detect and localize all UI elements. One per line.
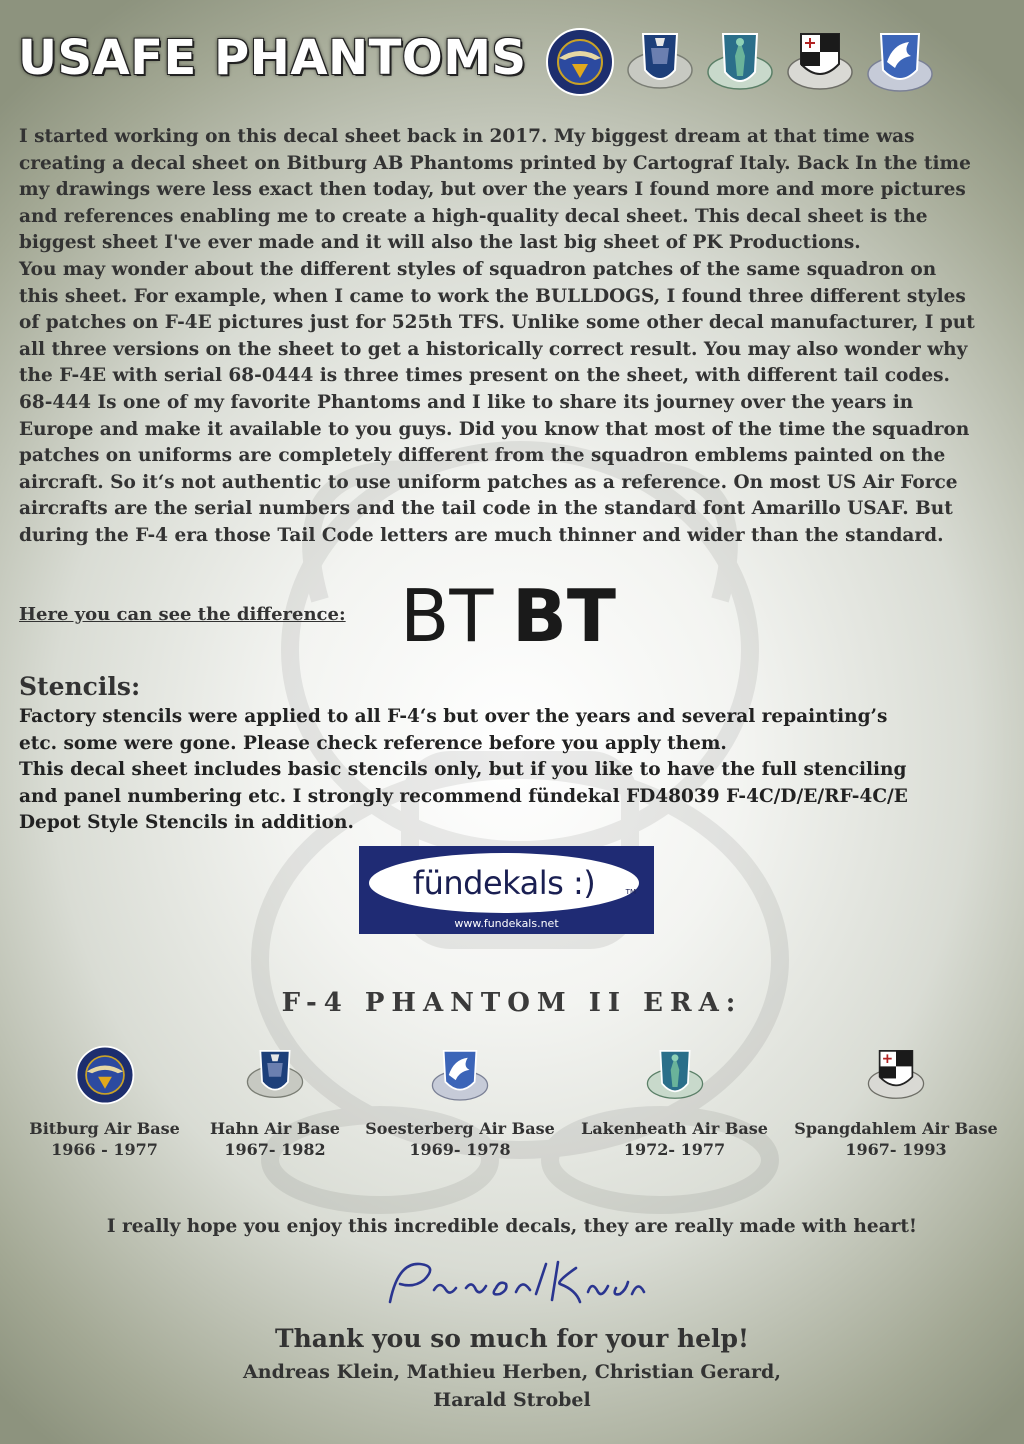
base-name: Spangdahlem Air Base [794,1119,998,1138]
intro-line: and references enabling me to create a high-quality decal sheet. This decal sheet is the [19,205,928,227]
stencils-line: Depot Style Stencils in addition. [19,812,354,834]
stencils-paragraph [19,704,1009,837]
base-name: Hahn Air Base [210,1119,340,1138]
seventeenth-air-force-emblem-icon [429,1044,491,1106]
base-years: 1967- 1982 [224,1140,326,1159]
stencils-line: This decal sheet includes basic stencils only, but if you like to have the full stenciling [19,759,907,781]
base-hahn [200,1044,350,1160]
base-years: 1969- 1978 [409,1140,511,1159]
lakenheath-wing-emblem-icon [705,26,775,98]
difference-label: Here you can see the difference: [19,604,346,625]
helpers-list [0,1358,1024,1414]
base-name: Soesterberg Air Base [365,1119,555,1138]
hahn-wing-emblem-icon [244,1044,306,1106]
base-spangdahlem [788,1044,1004,1160]
intro-line: I started working on this decal sheet back in 2017. My biggest dream at that time was [19,126,915,147]
intro-line: during the F-4 era those Tail Code letters are much thinner and wider than the standard. [19,524,944,546]
closing-message: I really hope you enjoy this incredible decals, they are really made with heart! [106,1216,918,1237]
base-name: Lakenheath Air Base [581,1119,768,1138]
base-years: 1972- 1977 [623,1140,726,1159]
intro-line: aircraft. So it‘s not authentic to use uniform patches as a reference. On most US Air Force [19,471,958,493]
intro-paragraph [19,124,1009,550]
bitburg-wing-emblem-icon [545,26,615,98]
fundekals-logo-url: www.fundekals.net [454,917,559,930]
intro-line: creating a decal sheet on Bitburg AB Phantoms printed by Cartograf Italy. Back In the time [19,152,971,174]
intro-line: the F-4E with serial 68-0444 is three times present on the sheet, with different tail codes. [19,365,950,387]
base-name: Bitburg Air Base [29,1119,180,1138]
intro-line: You may wonder about the different styles of squadron patches of the same squadron on [19,258,937,280]
tail-code-sample-standard: BT [512,574,616,658]
stencils-line: Factory stencils were applied to all F-4‘s but over the years and several repainting’s [19,706,888,727]
intro-line: biggest sheet I've ever made and it will also the last big sheet of PK Productions. [19,232,861,254]
intro-line: this sheet. For example, when I came to work the BULLDOGS, I found three different styles [19,285,966,307]
intro-line: 68-444 Is one of my favorite Phantoms and I like to share its journey over the years in [19,391,914,413]
fundekals-logo-name: fündekals :) [412,864,596,902]
thanks-heading: Thank you so much for your help! [274,1324,750,1353]
helpers-line: Harald Strobel [433,1389,591,1411]
intro-line: patches on uniforms are completely different from the squadron emblems painted on the [19,445,946,467]
stencils-line: etc. some were gone. Please check reference before you apply them. [19,732,727,754]
base-years: 1967- 1993 [845,1140,947,1159]
spangdahlem-wing-emblem-icon [865,1044,927,1106]
intro-line: of patches on F-4E pictures just for 525th TFS. Unlike some other decal manufacturer, I put [19,312,975,334]
stencils-line: and panel numbering etc. I strongly recommend fündekal FD48039 F-4C/D/E/RF-4C/E [19,785,908,807]
fundekals-logo [359,846,654,934]
helpers-line: Andreas Klein, Mathieu Herben, Christian Gerard, [243,1361,781,1383]
seventeenth-air-force-emblem-icon [865,26,935,98]
fundekals-logo-oval [369,853,639,913]
hahn-wing-emblem-icon [625,26,695,98]
base-lakenheath [572,1044,777,1160]
bitburg-wing-emblem-icon [74,1044,136,1106]
intro-line: all three versions on the sheet to get a historically correct result. You may also wonder why [19,338,968,360]
fundekals-logo-tm: TM [625,888,636,896]
signature [380,1250,650,1320]
base-years: 1966 - 1977 [51,1140,158,1159]
spangdahlem-wing-emblem-icon [785,26,855,98]
intro-line: Europe and make it available to you guys. Did you know that most of the time the squadron [19,418,970,440]
tail-code-sample-thin: BT [400,574,494,658]
lakenheath-wing-emblem-icon [644,1044,706,1106]
page-title: USAFE PHANTOMS [18,30,527,86]
era-heading: F-4 PHANTOM II ERA: [281,988,743,1018]
header-emblems [545,26,935,98]
base-soesterberg [360,1044,560,1160]
stencils-heading: Stencils: [19,672,141,701]
intro-line: aircrafts are the serial numbers and the tail code in the standard font Amarillo USAF. But [19,498,953,520]
intro-line: my drawings were less exact then today, but over the years I found more and more pictures [19,179,966,201]
base-bitburg [22,1044,187,1160]
